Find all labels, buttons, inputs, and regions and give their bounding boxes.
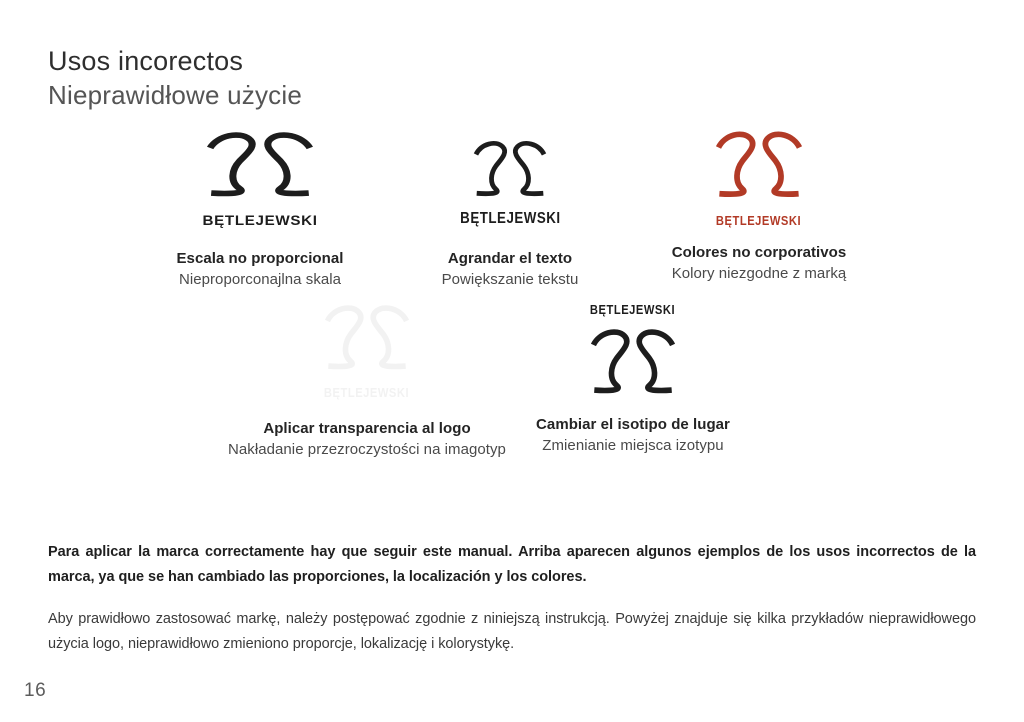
page-number: 16: [24, 680, 47, 701]
example-caption: [228, 418, 506, 461]
caption-pl: Nakładanie przezroczystości na imagotyp: [228, 441, 506, 459]
caption-pl: Powiększanie tekstu: [441, 271, 579, 289]
example-agrandar-el-texto: [405, 118, 615, 291]
caption-es: Cambiar el isotipo de lugar: [536, 416, 730, 433]
page-title-es: Usos incorectos: [48, 46, 244, 76]
example-aplicar-transparencia-al-logo: [222, 300, 512, 461]
caption-pl: Nieproporconajlna skala: [178, 271, 342, 289]
example-artwork: [709, 118, 808, 228]
logo-lockup-stretched: [193, 129, 327, 228]
caption-pl: Kolory niezgodne z marką: [671, 265, 847, 283]
example-caption: [672, 242, 847, 285]
wordmark-text: BĘTLEJEWSKI: [590, 302, 676, 317]
example-cambiar-el-isotipo-de-lugar: [508, 300, 758, 457]
wordmark-text: BĘTLEJEWSKI: [202, 212, 318, 228]
logo-lockup-transparent: [317, 302, 416, 400]
body-paragraph-pl: Aby prawidłowo zastosować markę, należy postępować zgodnie z niniejszą instrukcją. Powyżej znajduje się kilka przykładów nieprawidłowego użycia logo, nieprawidłowo zmieniono proporcje, lokalizację i kolorystykę.: [48, 611, 976, 652]
caption-es: Colores no corporativos: [671, 244, 847, 261]
example-escala-no-proporcional: [120, 118, 400, 291]
wordmark-text: BĘTLEJEWSKI: [324, 385, 410, 400]
example-artwork: [583, 300, 682, 400]
caption-pl: Zmienianie miejsca izotypu: [542, 437, 724, 455]
caption-es: Agrandar el texto: [447, 250, 573, 267]
betlejewski-monogram-icon: [715, 128, 803, 204]
betlejewski-monogram-icon: [324, 302, 410, 376]
betlejewski-monogram-icon: [206, 129, 314, 203]
page-title-pl: Nieprawidłowe użycie: [48, 79, 302, 110]
logo-lockup-wrong-color: [709, 128, 808, 228]
caption-es: Escala no proporcional: [176, 250, 344, 267]
betlejewski-monogram-icon: [473, 138, 547, 202]
example-caption: [536, 414, 730, 457]
example-artwork: [317, 300, 416, 400]
betlejewski-monogram-icon: [590, 326, 676, 400]
body-paragraph-es: Para aplicar la marca correctamente hay que seguir este manual. Arriba aparecen algunos ejemplos de los usos incorrectos de la marca, ya que se han cambiado las proporciones, la localización y los colores.: [48, 544, 976, 585]
example-caption: [442, 248, 579, 291]
logo-lockup-enlarged-text: [452, 138, 569, 228]
example-colores-no-corporativos: [634, 118, 884, 285]
example-artwork: [202, 118, 318, 228]
logo-lockup-relocated-isotype: [583, 302, 682, 400]
wordmark-text: BĘTLEJEWSKI: [716, 213, 802, 228]
caption-es: Aplicar transparencia al logo: [263, 420, 471, 437]
page-title: [48, 44, 302, 112]
wordmark-text: BĘTLEJEWSKI: [459, 210, 561, 227]
example-caption: [177, 248, 344, 291]
example-artwork: [452, 118, 569, 228]
